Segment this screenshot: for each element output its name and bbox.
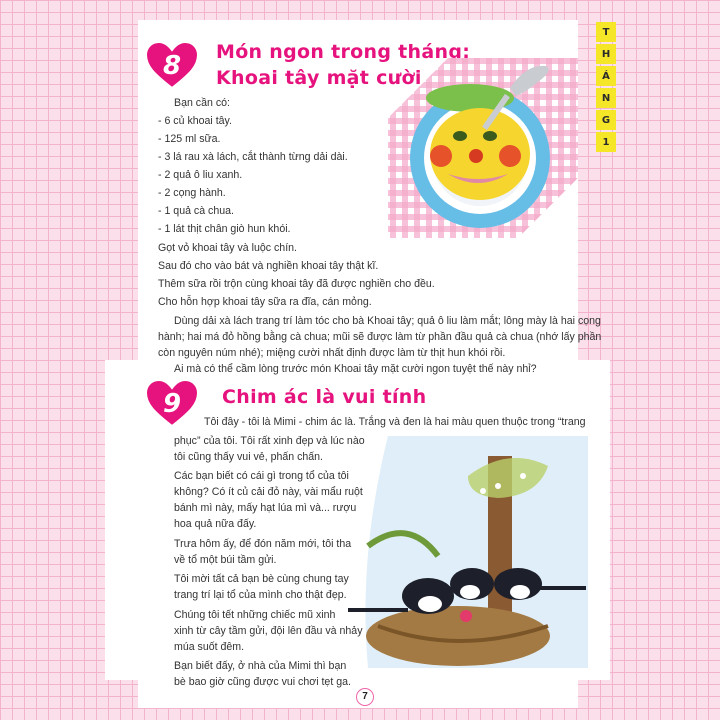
story-line: múa suốt đêm. — [174, 641, 245, 653]
ingredient-item: - 2 quả ô liu xanh. — [158, 169, 243, 181]
story-line: bè bao giờ cũng được vui chơi tẹt ga. — [174, 676, 351, 688]
section-8-heart-badge — [144, 40, 200, 90]
smiley-potato-plate-illustration — [378, 58, 578, 238]
ingredient-item: - 1 lát thịt chân giò hun khói. — [158, 223, 291, 235]
story-line: Tôi đây - tôi là Mimi - chim ác là. Trắng và đen là hai màu quen thuộc trong “trang — [204, 416, 586, 428]
story-line: bánh mì này, mấy hạt lúa mì và... rượu — [174, 502, 357, 514]
section-8-title-line1: Món ngon trong tháng: — [216, 41, 471, 63]
month-tab-letter: T — [596, 22, 616, 42]
decoration-paragraph-line: Dùng dải xà lách trang trí làm tóc cho bà Khoai tây; quả ô liu làm mắt; lông mày là hai cọng — [174, 315, 601, 327]
section-9-heart-badge — [144, 378, 200, 428]
story-line: phục” của tôi. Tôi rất xinh đẹp và lúc nào — [174, 435, 365, 447]
recipe-step: Gọt vỏ khoai tây và luộc chín. — [158, 242, 297, 254]
ingredient-item: - 125 ml sữa. — [158, 133, 221, 145]
section-8-title-line2: Khoai tây mặt cười — [216, 67, 422, 89]
section-9-title: Chim ác là vui tính — [222, 386, 427, 408]
closing-line: Ai mà có thể cầm lòng trước món Khoai tây mặt cười ngon tuyệt thế này nhỉ? — [174, 363, 537, 375]
story-line: xinh từ cây tầm gửi, đội lên đầu và nhảy — [174, 625, 363, 637]
decoration-paragraph-line: hành; hai má đỏ hồng bằng cà chua; mũi sẽ được làm từ phần đầu quả cà chua (nhớ lấy phần — [158, 331, 602, 343]
ingredient-item: - 6 củ khoai tây. — [158, 115, 232, 127]
month-tab-letter: Á — [596, 66, 616, 86]
month-tab-letter: H — [596, 44, 616, 64]
magpie-nest-illustration — [348, 436, 588, 668]
month-tab-letter: G — [596, 110, 616, 130]
story-line: tôi cũng thấy vui vẻ, phấn chấn. — [174, 451, 324, 463]
section-number: 9 — [162, 389, 182, 419]
page-number: 7 — [356, 688, 374, 706]
story-line: trang trí lại tổ của mình cho thật đẹp. — [174, 589, 347, 601]
story-line: không? Có ít củ cải đỏ này, vài mẩu ruột — [174, 486, 363, 498]
month-tab-letter: 1 — [596, 132, 616, 152]
recipe-step: Cho hỗn hợp khoai tây sữa ra đĩa, cán mỏng. — [158, 296, 372, 308]
ingredient-item: - 3 lá rau xà lách, cắt thành từng dải dài. — [158, 151, 348, 163]
story-line: Trưa hôm ấy, để đón năm mới, tôi tha — [174, 538, 352, 550]
ingredient-item: - 2 cọng hành. — [158, 187, 226, 199]
recipe-step: Thêm sữa rồi trộn cùng khoai tây đã được nghiền cho đều. — [158, 278, 435, 290]
ingredient-item: - 1 quả cà chua. — [158, 205, 234, 217]
story-line: hoa quả nữa đấy. — [174, 518, 257, 530]
story-line: Các bạn biết có cái gì trong tổ của tôi — [174, 470, 349, 482]
ingredients-intro: Bạn cần có: — [174, 97, 230, 109]
story-line: Bạn biết đấy, ở nhà của Mimi thì bạn — [174, 660, 347, 672]
month-tab-letter: N — [596, 88, 616, 108]
story-line: Tôi mời tất cả bạn bè cùng chung tay — [174, 573, 349, 585]
story-line: về tổ một búi tầm gửi. — [174, 554, 277, 566]
recipe-step: Sau đó cho vào bát và nghiền khoai tây thật kĩ. — [158, 260, 379, 272]
section-number: 8 — [162, 51, 182, 81]
month-tab — [596, 22, 616, 154]
decoration-paragraph-line: còn nguyên núm nhé); miệng cười nhất định được làm từ thịt hun khói rồi. — [158, 347, 506, 359]
story-line: Chúng tôi tết những chiếc mũ xinh — [174, 609, 336, 621]
